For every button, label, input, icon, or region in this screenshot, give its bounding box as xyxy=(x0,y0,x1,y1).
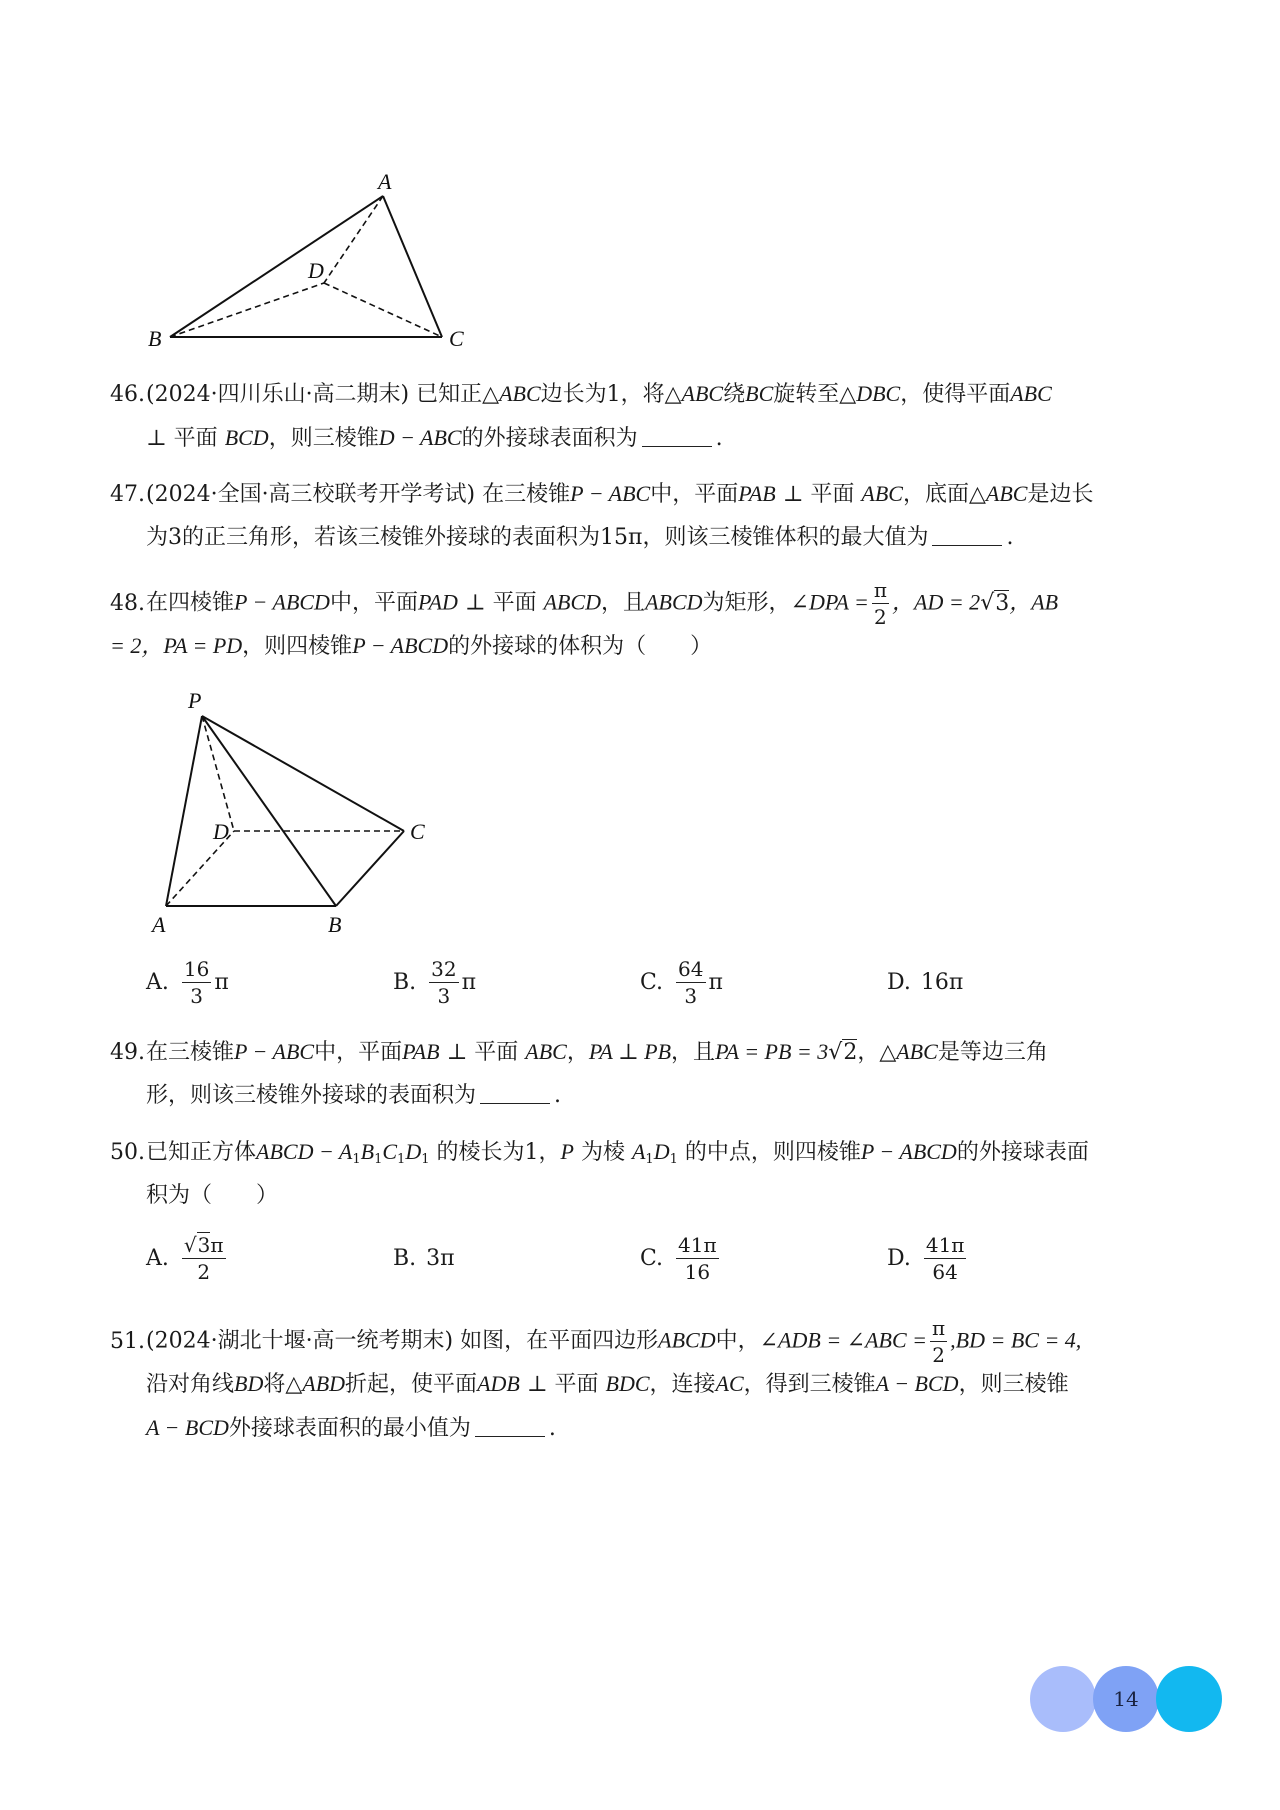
question-48: 48.在四棱锥P − ABCD中，平面PAD ⊥ 平面 ABCD，且ABCD为矩形，∠DPA = $\frac{\pi}{2}$ ，AD = 2√3，AB = 2，PA = PD，则四棱锥P − ABCD的外接球的体积为（ ） xyxy=(110,578,1059,659)
option-b[interactable]: B. 3π xyxy=(393,1245,455,1271)
question-number: 51. xyxy=(110,1328,145,1354)
badge-mid-circle xyxy=(1093,1666,1159,1732)
option-a[interactable]: A. $\frac{√3\pi}{2}$ xyxy=(146,1232,224,1284)
fraction: $\frac{41\pi}{16}$ xyxy=(678,1232,717,1284)
question-source: (2024·全国·高三校联考开学考试) xyxy=(146,482,476,507)
question-number: 48. xyxy=(110,590,145,616)
question-51: 51.(2024·湖北十堰·高一统考期末) 如图，在平面四边形ABCD中，∠ADB = ∠ABC = $\frac{\pi}{2}$ ,BD = BC = 4, 沿对角线BD将△ABD折起，使平面ADB ⊥ 平面 BDC，连接AC，得到三棱锥A − BCD，则三棱锥 A − BCD外接球表面积的最小值为 . xyxy=(110,1316,1082,1441)
option-d[interactable]: D. $\frac{41\pi}{64}$ xyxy=(887,1232,965,1284)
question-source: (2024·湖北十堰·高一统考期末) xyxy=(146,1328,454,1354)
page-number: 14 xyxy=(1113,1687,1139,1711)
answer-blank[interactable] xyxy=(480,1103,550,1104)
option-c[interactable]: C. $\frac{64}{3}$ π xyxy=(640,956,723,1008)
label-d: D xyxy=(308,258,324,283)
fraction: $\frac{\pi}{2}$ xyxy=(932,1316,946,1367)
option-c[interactable]: C. $\frac{41\pi}{16}$ xyxy=(640,1232,717,1284)
question-source: (2024·四川乐山·高二期末) xyxy=(146,382,410,407)
fraction: $\frac{16}{3}$ xyxy=(183,956,210,1008)
option-b[interactable]: B. $\frac{32}{3}$ π xyxy=(393,956,477,1008)
fraction: $\frac{√3\pi}{2}$ xyxy=(183,1232,224,1284)
answer-blank[interactable] xyxy=(932,545,1002,546)
fraction: $\frac{\pi}{2}$ xyxy=(873,578,887,629)
label-c: C xyxy=(410,819,425,844)
page-number-badge xyxy=(1030,1666,1230,1732)
label-c: C xyxy=(449,326,464,351)
figure-tetrahedron-abcd xyxy=(140,165,480,355)
label-a: A xyxy=(152,912,166,937)
option-d[interactable]: D. 16π xyxy=(887,969,964,995)
label-a: A xyxy=(378,169,392,194)
answer-blank[interactable] xyxy=(475,1436,545,1437)
question-48-options xyxy=(146,952,1046,1012)
label-b: B xyxy=(148,326,162,351)
label-p: P xyxy=(188,688,202,713)
question-number: 47. xyxy=(110,482,145,507)
option-a[interactable]: A. $\frac{16}{3}$ π xyxy=(146,956,229,1008)
question-47: 47.(2024·全国·高三校联考开学考试) 在三棱锥P − ABC中，平面PAB ⊥ 平面 ABC，底面△ABC是边长 为3的正三角形，若该三棱锥外接球的表面积为15π，则该三棱锥体积的最大值为 . xyxy=(110,472,1185,560)
question-49: 49.在三棱锥P − ABC中，平面PAB ⊥ 平面 ABC，PA ⊥ PB，且PA = PB = 3√2，△ABC是等边三角 形，则该三棱锥外接球的表面积为 . xyxy=(110,1030,1185,1118)
label-b: B xyxy=(328,912,342,937)
question-50: 50.已知正方体ABCD − $A_1B_1C_1D_1$ 的棱长为1，P 为棱 $A_1D_1$ 的中点，则四棱锥P − ABCD的外接球表面 积为（ ） xyxy=(110,1130,1185,1218)
badge-right-circle xyxy=(1156,1666,1222,1732)
badge-left-circle xyxy=(1030,1666,1096,1732)
question-number: 46. xyxy=(110,382,145,407)
question-number: 49. xyxy=(110,1040,145,1065)
question-46: 46.(2024·四川乐山·高二期末) 已知正△ABC边长为1，将△ABC绕BC旋转至△DBC，使得平面ABC ⊥ 平面 BCD，则三棱锥D − ABC的外接球表面积为 . xyxy=(110,372,1185,460)
fraction: $\frac{64}{3}$ xyxy=(678,956,704,1008)
answer-blank[interactable] xyxy=(642,446,712,447)
label-d: D xyxy=(213,819,229,844)
question-50-options xyxy=(146,1228,1046,1288)
question-number: 50. xyxy=(110,1140,145,1165)
fraction: $\frac{41\pi}{64}$ xyxy=(925,1232,965,1284)
fraction: $\frac{32}{3}$ xyxy=(431,956,457,1008)
figure-pyramid-pabcd xyxy=(140,688,460,938)
